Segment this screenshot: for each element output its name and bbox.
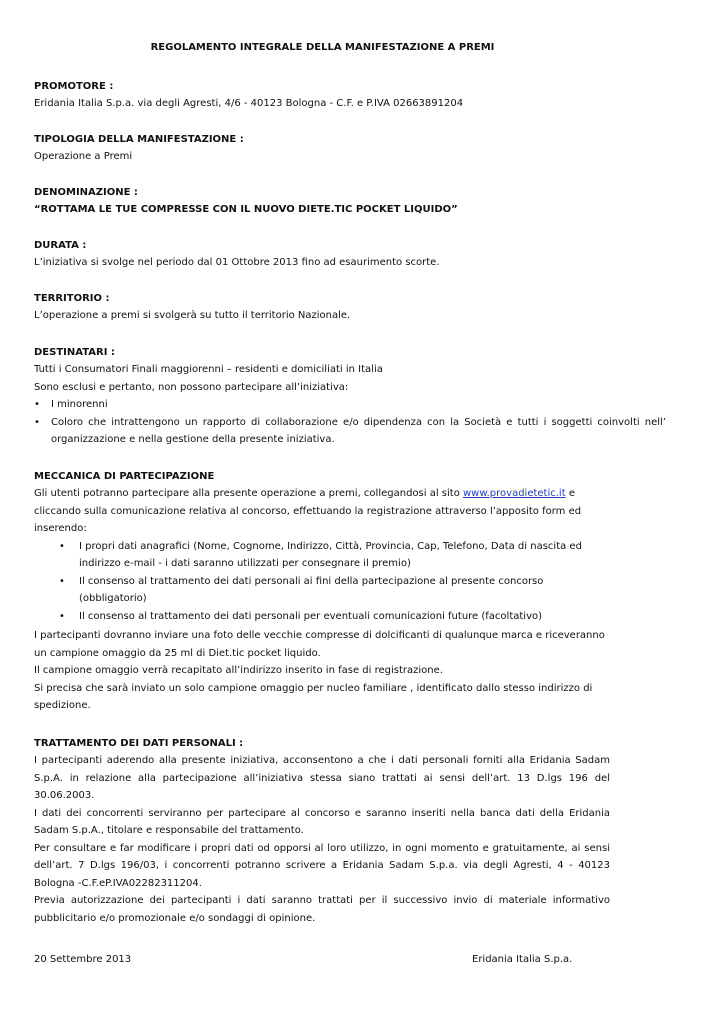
footer-date: 20 Settembre 2013	[34, 954, 132, 965]
trattamento-para4: Previa autorizzazione dei partecipanti i dati saranno trattati per il successivo invio di materiale informativo pubblicitario e/o promozionale e/o sondaggi di opinione.	[34, 895, 610, 924]
durata-text: L’iniziativa si svolge nel periodo dal 01 Ottobre 2013 fino ad esaurimento scorte.	[34, 257, 440, 268]
footer-company: Eridania Italia S.p.a.	[472, 954, 573, 965]
meccanica-intro-end: e cliccando sulla comunicazione relativa al concorso, effettuando la registrazione attraverso l’apposito form ed inserendo:	[34, 488, 582, 534]
trattamento-para3: Per consultare e far modificare i propri dati od opporsi al loro utilizzo, in ogni momento e gratuitamente, ai sensi dell’art. 7 D.lgs 196/03, i concorrenti potranno scrivere a Eridania Sadam S.p.a. via degli Agresti, 4 - 40123 Bologna -C.F.eP.IVA02282311204.	[34, 842, 610, 889]
trattamento-para2: I dati dei concorrenti serviranno per partecipare al concorso e saranno inseriti nella banca dati della Eridania Sadam S.p.A., titolare e responsabile del trattamento.	[34, 807, 610, 836]
destinatari-list	[34, 396, 666, 449]
list-item: • Il consenso al trattamento dei dati personali per eventuali comunicazioni future (facoltativo)	[34, 608, 610, 626]
promotore-text: Eridania Italia S.p.a. via degli Agresti, 4/6 - 40123 Bologna - C.F. e P.IVA 02663891204	[34, 98, 464, 109]
tipologia-text: Operazione a Premi	[34, 151, 133, 162]
heading-destinatari: DESTINATARI :	[34, 347, 115, 358]
heading-meccanica: MECCANICA DI PARTECIPAZIONE	[34, 471, 215, 482]
meccanica-intro	[34, 485, 610, 538]
heading-durata: DURATA :	[34, 240, 87, 251]
list-item: • Coloro che intrattengono un rapporto di collaborazione e/o dipendenza con la Società e tutti i soggetti coinvolti nell’ organizzazione e nella gestione della presente iniziativa.	[34, 414, 666, 449]
section-promotore	[34, 78, 610, 113]
destinatari-line2: Sono esclusi e pertanto, non possono partecipare all’iniziativa:	[34, 381, 349, 393]
list-item: • I propri dati anagrafici (Nome, Cognome, Indirizzo, Città, Provincia, Cap, Telefono, Data di nascita ed indirizzo e-mail - i dati saranno utilizzati per consegnare il premio)	[34, 538, 610, 573]
heading-promotore: PROMOTORE :	[34, 81, 114, 92]
section-durata	[34, 237, 610, 272]
denominazione-text: “ROTTAMA LE TUE COMPRESSE CON IL NUOVO DIETE.TIC POCKET LIQUIDO”	[34, 204, 458, 215]
list-item: • Il consenso al trattamento dei dati personali ai fini della partecipazione al presente concorso (obbligatorio)	[34, 573, 610, 608]
destinatari-line1: Tutti i Consumatori Finali maggiorenni – residenti e domiciliati in Italia	[34, 364, 383, 375]
meccanica-intro-start: Gli utenti potranno partecipare alla presente operazione a premi, collegandosi al sito	[34, 488, 463, 499]
heading-territorio: TERRITORIO :	[34, 293, 110, 304]
section-territorio	[34, 290, 610, 325]
heading-trattamento: TRATTAMENTO DEI DATI PERSONALI :	[34, 738, 244, 749]
trattamento-para1: I partecipanti aderendo alla presente iniziativa, acconsentono a che i dati personali forniti alla Eridania Sadam S.p.A. in relazione alla partecipazione all’iniziativa stessa siano trattati ai sensi dell’art. 13 D.lgs 196 del 30.06.2003.	[34, 755, 610, 801]
document-title: REGOLAMENTO INTEGRALE DELLA MANIFESTAZIONE A PREMI	[150, 42, 495, 53]
territorio-text: L’operazione a premi si svolgerà su tutto il territorio Nazionale.	[34, 310, 351, 321]
website-link[interactable]: www.provadietetic.it	[463, 488, 566, 499]
section-meccanica-details	[34, 627, 610, 715]
meccanica-para3: Si precisa che sarà inviato un solo campione omaggio per nucleo familiare , identificato dallo stesso indirizzo di spedizione.	[34, 682, 593, 711]
meccanica-para1: I partecipanti dovranno inviare una foto delle vecchie compresse di dolcificanti di qualunque marca e riceveranno un campione omaggio da 25 ml di Diet.tic pocket liquido.	[34, 630, 605, 659]
heading-tipologia: TIPOLOGIA DELLA MANIFESTAZIONE :	[34, 134, 244, 145]
section-destinatari	[34, 344, 666, 449]
section-meccanica	[34, 468, 610, 625]
section-denominazione	[34, 184, 610, 219]
section-tipologia	[34, 131, 610, 166]
section-trattamento	[34, 735, 610, 927]
heading-denominazione: DENOMINAZIONE :	[34, 187, 138, 198]
list-item: • I minorenni	[34, 396, 666, 414]
meccanica-list	[34, 538, 610, 626]
meccanica-para2: Il campione omaggio verrà recapitato all’indirizzo inserito in fase di registrazione.	[34, 665, 443, 676]
